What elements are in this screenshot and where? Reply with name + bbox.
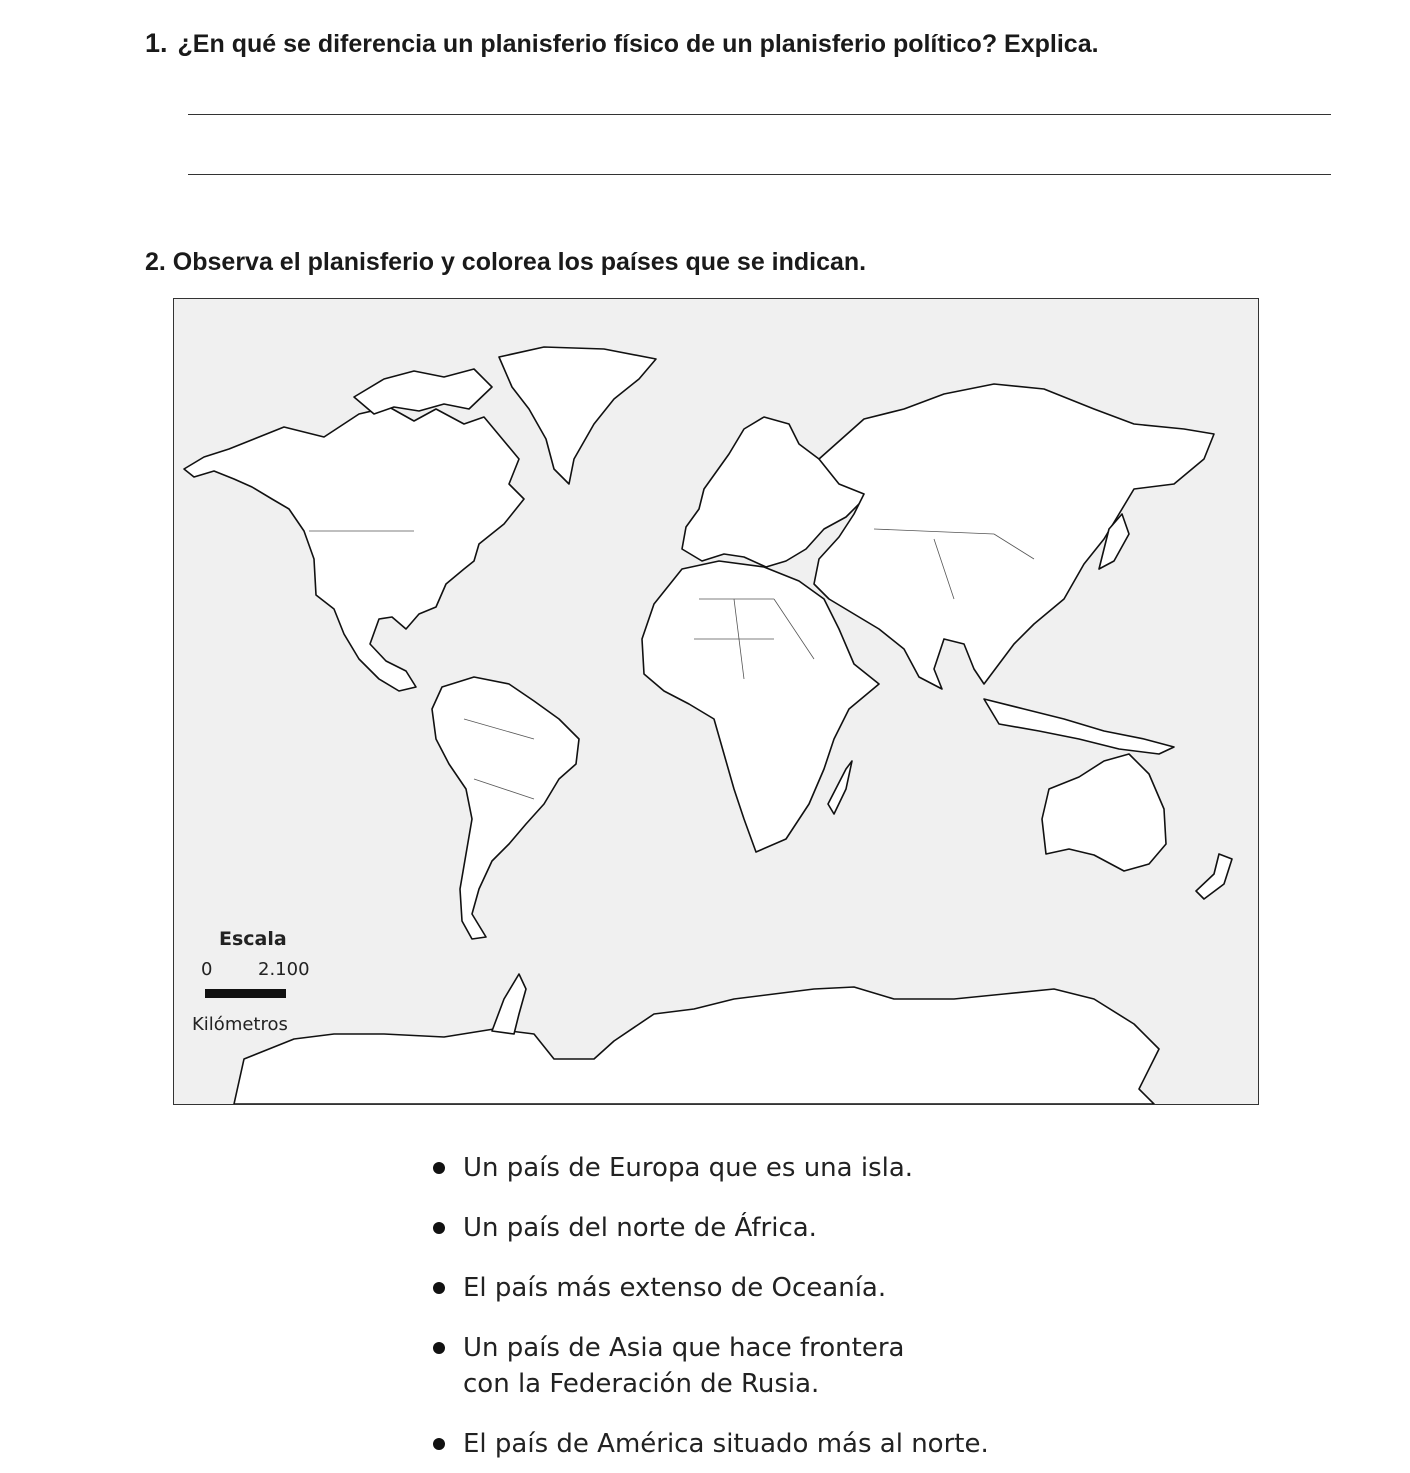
- task-item: [430, 1426, 1083, 1462]
- arctic-islands: [354, 369, 492, 414]
- bullet-icon: [433, 1282, 445, 1294]
- asia-landmass: [814, 384, 1214, 689]
- task-text: Un país de Europa que es una isla.: [463, 1153, 914, 1183]
- scale-unit-label: Kilómetros: [192, 1014, 288, 1035]
- answer-line-1[interactable]: [188, 114, 1331, 115]
- task-item: [430, 1330, 1083, 1402]
- scale-title: Escala: [219, 928, 287, 950]
- south-america-landmass: [432, 677, 579, 939]
- scale-start-label: 0: [201, 959, 213, 980]
- question-1: [145, 28, 1099, 59]
- task-text: Un país del norte de África.: [463, 1213, 817, 1243]
- bullet-icon: [433, 1438, 445, 1450]
- task-text: Un país de Asia que hace frontera con la Federación de Rusia.: [463, 1333, 905, 1399]
- antarctic-peninsula: [492, 974, 526, 1034]
- world-map-drawing: [174, 299, 1258, 1104]
- australia-landmass: [1042, 754, 1166, 871]
- scale-distance-label: 2.100: [258, 959, 310, 980]
- task-item: [430, 1210, 1083, 1246]
- indonesia-islands: [984, 699, 1174, 754]
- greenland-landmass: [499, 347, 656, 484]
- task-list: [430, 1150, 1083, 1462]
- bullet-icon: [433, 1222, 445, 1234]
- question-1-text: ¿En qué se diferencia un planisferio físico de un planisferio político? Explica.: [177, 30, 1099, 58]
- new-zealand-islands: [1196, 854, 1232, 899]
- bullet-icon: [433, 1342, 445, 1354]
- question-2: 2. Observa el planisferio y colorea los países que se indican.: [145, 248, 867, 276]
- task-item: [430, 1270, 1083, 1306]
- question-1-number: 1.: [145, 28, 168, 58]
- bullet-icon: [433, 1162, 445, 1174]
- task-text: El país de América situado más al norte.: [463, 1429, 989, 1459]
- madagascar-island: [828, 761, 852, 814]
- north-america-landmass: [184, 407, 524, 691]
- task-text: El país más extenso de Oceanía.: [463, 1273, 887, 1303]
- answer-line-2[interactable]: [188, 174, 1331, 175]
- task-item: [430, 1150, 1083, 1186]
- scale-bar: [205, 989, 286, 998]
- world-map[interactable]: [173, 298, 1259, 1105]
- antarctica-landmass: [234, 987, 1159, 1104]
